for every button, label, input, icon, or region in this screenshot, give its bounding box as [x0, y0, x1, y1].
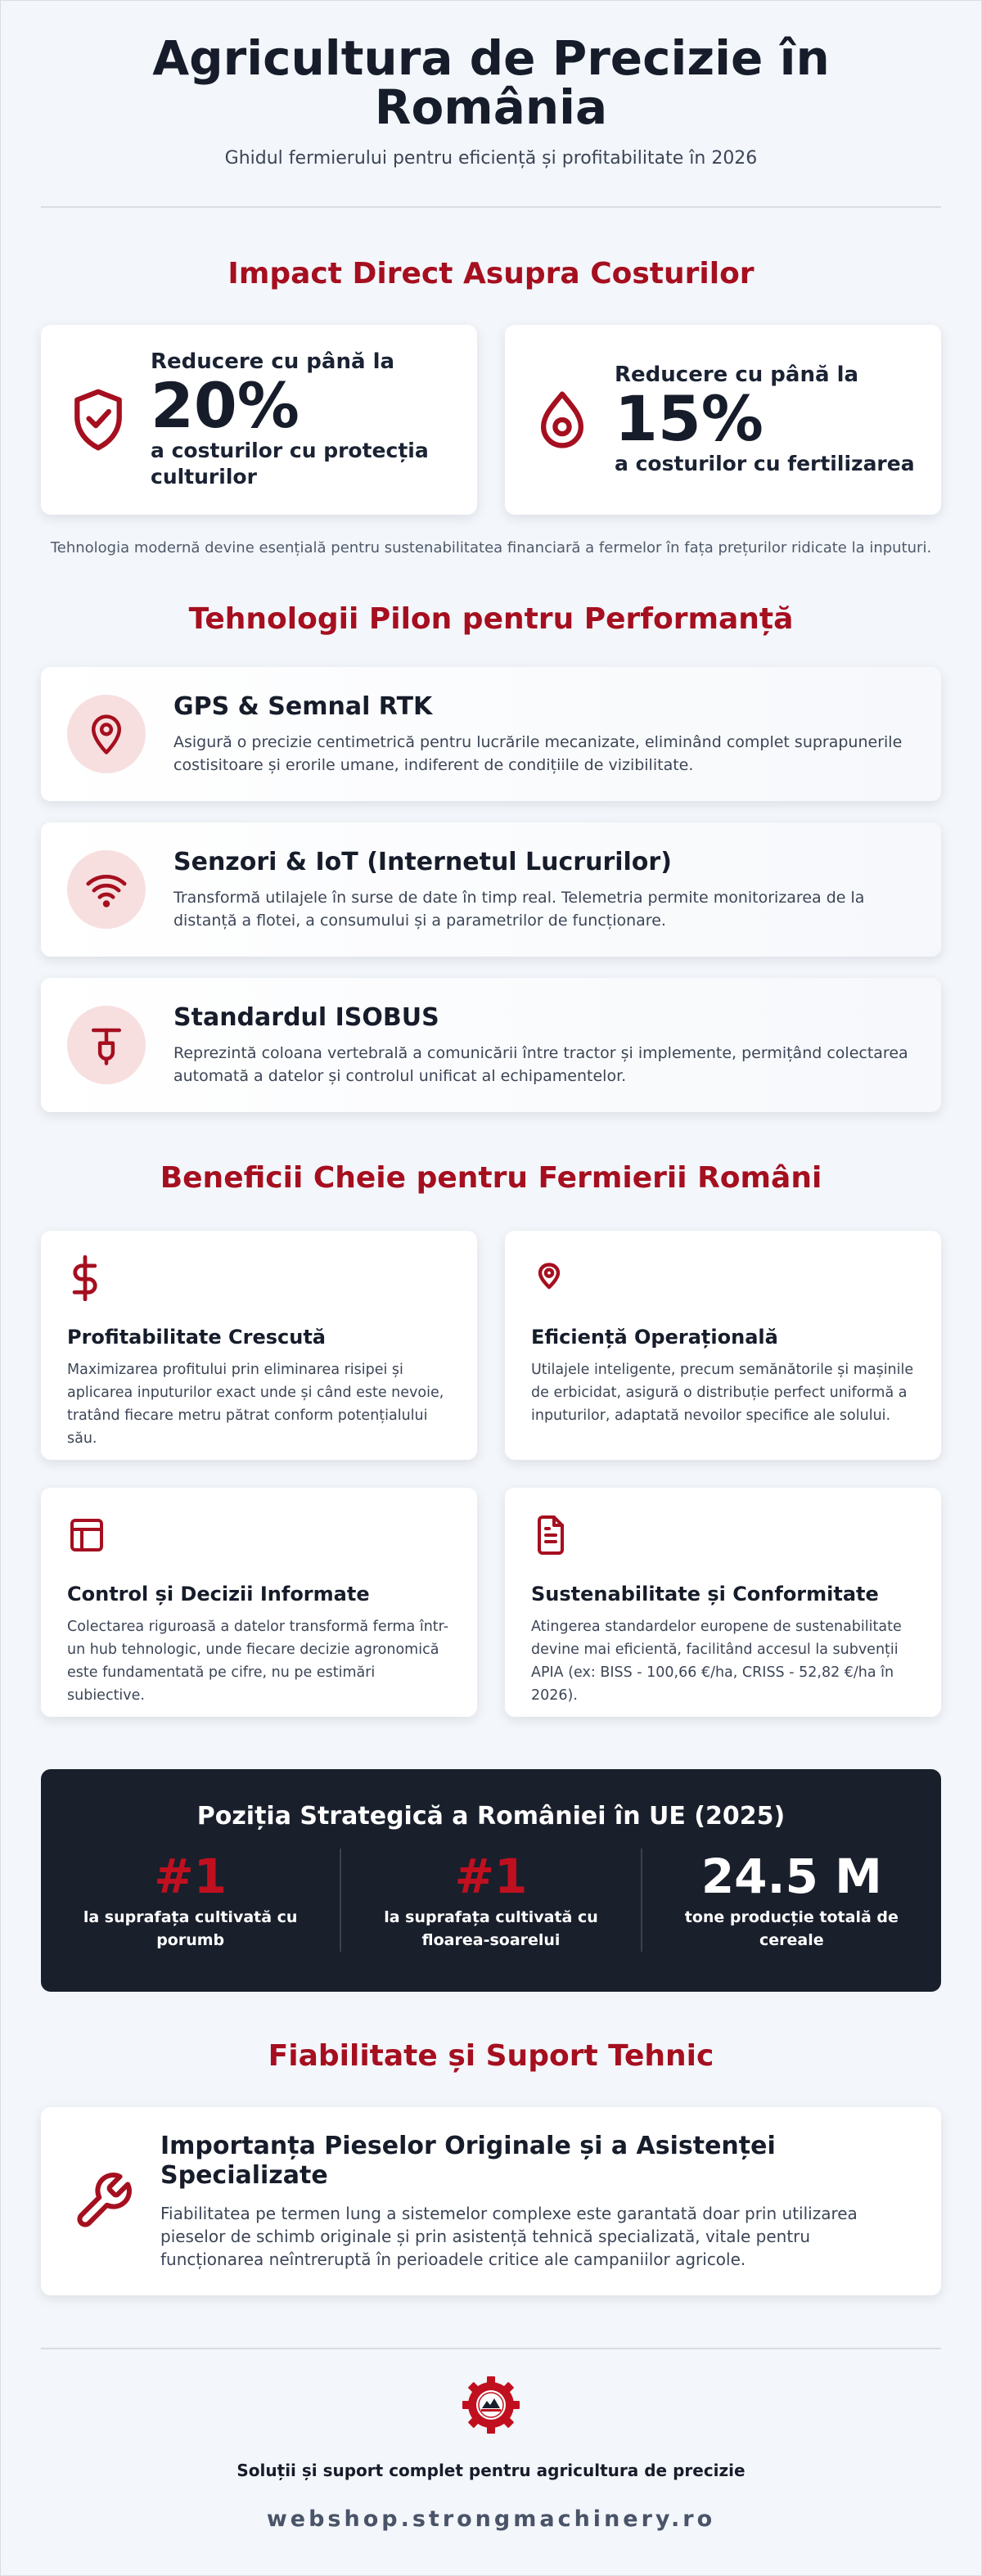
- benefit-title: Control și Decizii Informate: [67, 1583, 370, 1605]
- pillar-title: Senzori & IoT (Internetul Lucrurilor): [173, 847, 672, 876]
- footer-tagline: Soluții și suport complet pentru agricultura de precizie: [236, 2461, 746, 2480]
- document-icon: [531, 1512, 915, 1561]
- dollar-icon: [67, 1255, 451, 1304]
- benefit-card-control: [41, 1488, 477, 1717]
- drop-icon: [529, 387, 595, 453]
- header: [1, 1, 981, 169]
- benefit-text: Atingerea standardelor europene de sustenabilitate devine mai eficientă, facilitând accesul la subvenții APIA (ex: BISS - 100,66 €/ha, CRISS - 52,82 €/ha în 2026).: [531, 1619, 902, 1704]
- pillar-text: Transformă utilajele în surse de date în timp real. Telemetria permite monitorizarea de la distanță a flotei, a consumului și a parametrilor de funcționare.: [173, 888, 865, 930]
- location-marker-icon: [531, 1255, 915, 1304]
- benefit-text: Maximizarea profitului prin eliminarea risipei și aplicarea inputurilor exact unde și când este nevoie, tratând fiecare metru pătrat conform potențialului său.: [67, 1362, 444, 1447]
- stat-item: [340, 1849, 640, 1952]
- gear-logo-icon: [1, 2374, 981, 2436]
- pillar-title: GPS & Semnal RTK: [173, 691, 433, 721]
- impact-card-fertilization: [505, 325, 941, 515]
- impact-suffix: a costurilor cu fertilizarea: [615, 452, 915, 475]
- page-subtitle: Ghidul fermierului pentru eficiență și profitabilitate în 2026: [224, 148, 758, 169]
- impact-card-protection: [41, 325, 477, 515]
- pillar-card-isobus: [41, 978, 941, 1112]
- support-card-text: Fiabilitatea pe termen lung a sistemelor complexe este garantată doar prin utilizarea pieselor de schimb originale și prin asistență tehnică specializată, vitale pentru funcționarea neîntreruptă în perioadele critice ale campaniilor agricole.: [160, 2204, 858, 2269]
- benefit-text: Colectarea riguroasă a datelor transformă ferma într-un hub tehnologic, unde fiecare decizie agronomică este fundamentată pe cifre, nu pe estimări subiective.: [67, 1619, 449, 1704]
- wifi-icon: [67, 850, 146, 929]
- pillars-section-title: Tehnologii Pilon pentru Performanță: [188, 602, 794, 636]
- page-title: Agricultura de Precizie în România: [152, 30, 830, 135]
- stat-label: la suprafața cultivată cu porumb: [83, 1908, 298, 1949]
- benefits-grid: [41, 1231, 941, 1717]
- stat-item: [41, 1849, 340, 1952]
- footer-website-link[interactable]: webshop.strongmachinery.ro: [266, 2506, 716, 2532]
- wrench-icon: [70, 2170, 136, 2232]
- stat-value: #1: [454, 1849, 528, 1904]
- impact-value: 20%: [151, 369, 300, 442]
- map-pin-icon: [67, 695, 146, 773]
- pillar-text: Asigură o precizie centimetrică pentru lucrările mecanizate, eliminând complet suprapunerile costisitoare și erorile umane, indiferent de condițiile de vizibilitate.: [173, 732, 903, 774]
- impact-section-title: Impact Direct Asupra Costurilor: [227, 257, 755, 290]
- stat-value: 24.5 M: [700, 1849, 882, 1904]
- impact-prefix: Reducere cu până la: [151, 349, 395, 374]
- pillar-title: Standardul ISOBUS: [173, 1002, 439, 1032]
- shield-check-icon: [65, 387, 131, 453]
- benefit-title: Eficiență Operațională: [531, 1326, 778, 1349]
- impact-prefix: Reducere cu până la: [615, 363, 859, 387]
- benefit-text: Utilajele inteligente, precum semănătorile și mașinile de erbicidat, asigură o distribuție perfect uniformă a inputurilor, adaptată nevoilor specifice ale solului.: [531, 1362, 914, 1424]
- benefit-card-profit: [41, 1231, 477, 1460]
- support-card: [41, 2107, 941, 2295]
- support-card-title: Importanța Pieselor Originale și a Asistenței Specializate: [160, 2132, 776, 2190]
- pillar-card-iot: [41, 822, 941, 957]
- connector-plug-icon: [67, 1006, 146, 1084]
- stats-title: Poziția Strategică a României în UE (2025): [196, 1802, 786, 1831]
- impact-value: 15%: [615, 382, 764, 455]
- benefits-section-title: Beneficii Cheie pentru Fermierii Români: [160, 1161, 822, 1195]
- layout-panel-icon: [67, 1512, 451, 1561]
- benefit-card-sustainability: [505, 1488, 941, 1717]
- stat-label: la suprafața cultivată cu floarea-soarelui: [384, 1908, 598, 1949]
- stats-panel: [41, 1769, 941, 1992]
- benefit-title: Sustenabilitate și Conformitate: [531, 1583, 879, 1605]
- stats-row: [41, 1849, 941, 1952]
- impact-note: Tehnologia modernă devine esențială pentru sustenabilitatea financiară a fermelor în fața prețurilor ridicate la inputuri.: [50, 539, 932, 556]
- stat-value: #1: [154, 1849, 227, 1904]
- stat-item: [641, 1849, 941, 1952]
- benefit-title: Profitabilitate Crescută: [67, 1326, 326, 1349]
- impact-suffix: a costurilor cu protecția culturilor: [151, 439, 429, 489]
- support-section-title: Fiabilitate și Suport Tehnic: [268, 2039, 714, 2073]
- footer-divider: [41, 2348, 941, 2349]
- divider: [41, 206, 941, 208]
- impact-cards: [41, 325, 941, 515]
- pillar-text: Reprezintă coloana vertebrală a comunicării între tractor și implemente, permițând colectarea automată a datelor și controlul unificat al echipamentelor.: [173, 1043, 908, 1085]
- stat-label: tone producție totală de cereale: [684, 1908, 899, 1949]
- benefit-card-efficiency: [505, 1231, 941, 1460]
- pillar-card-gps: [41, 667, 941, 801]
- footer: [1, 2374, 981, 2532]
